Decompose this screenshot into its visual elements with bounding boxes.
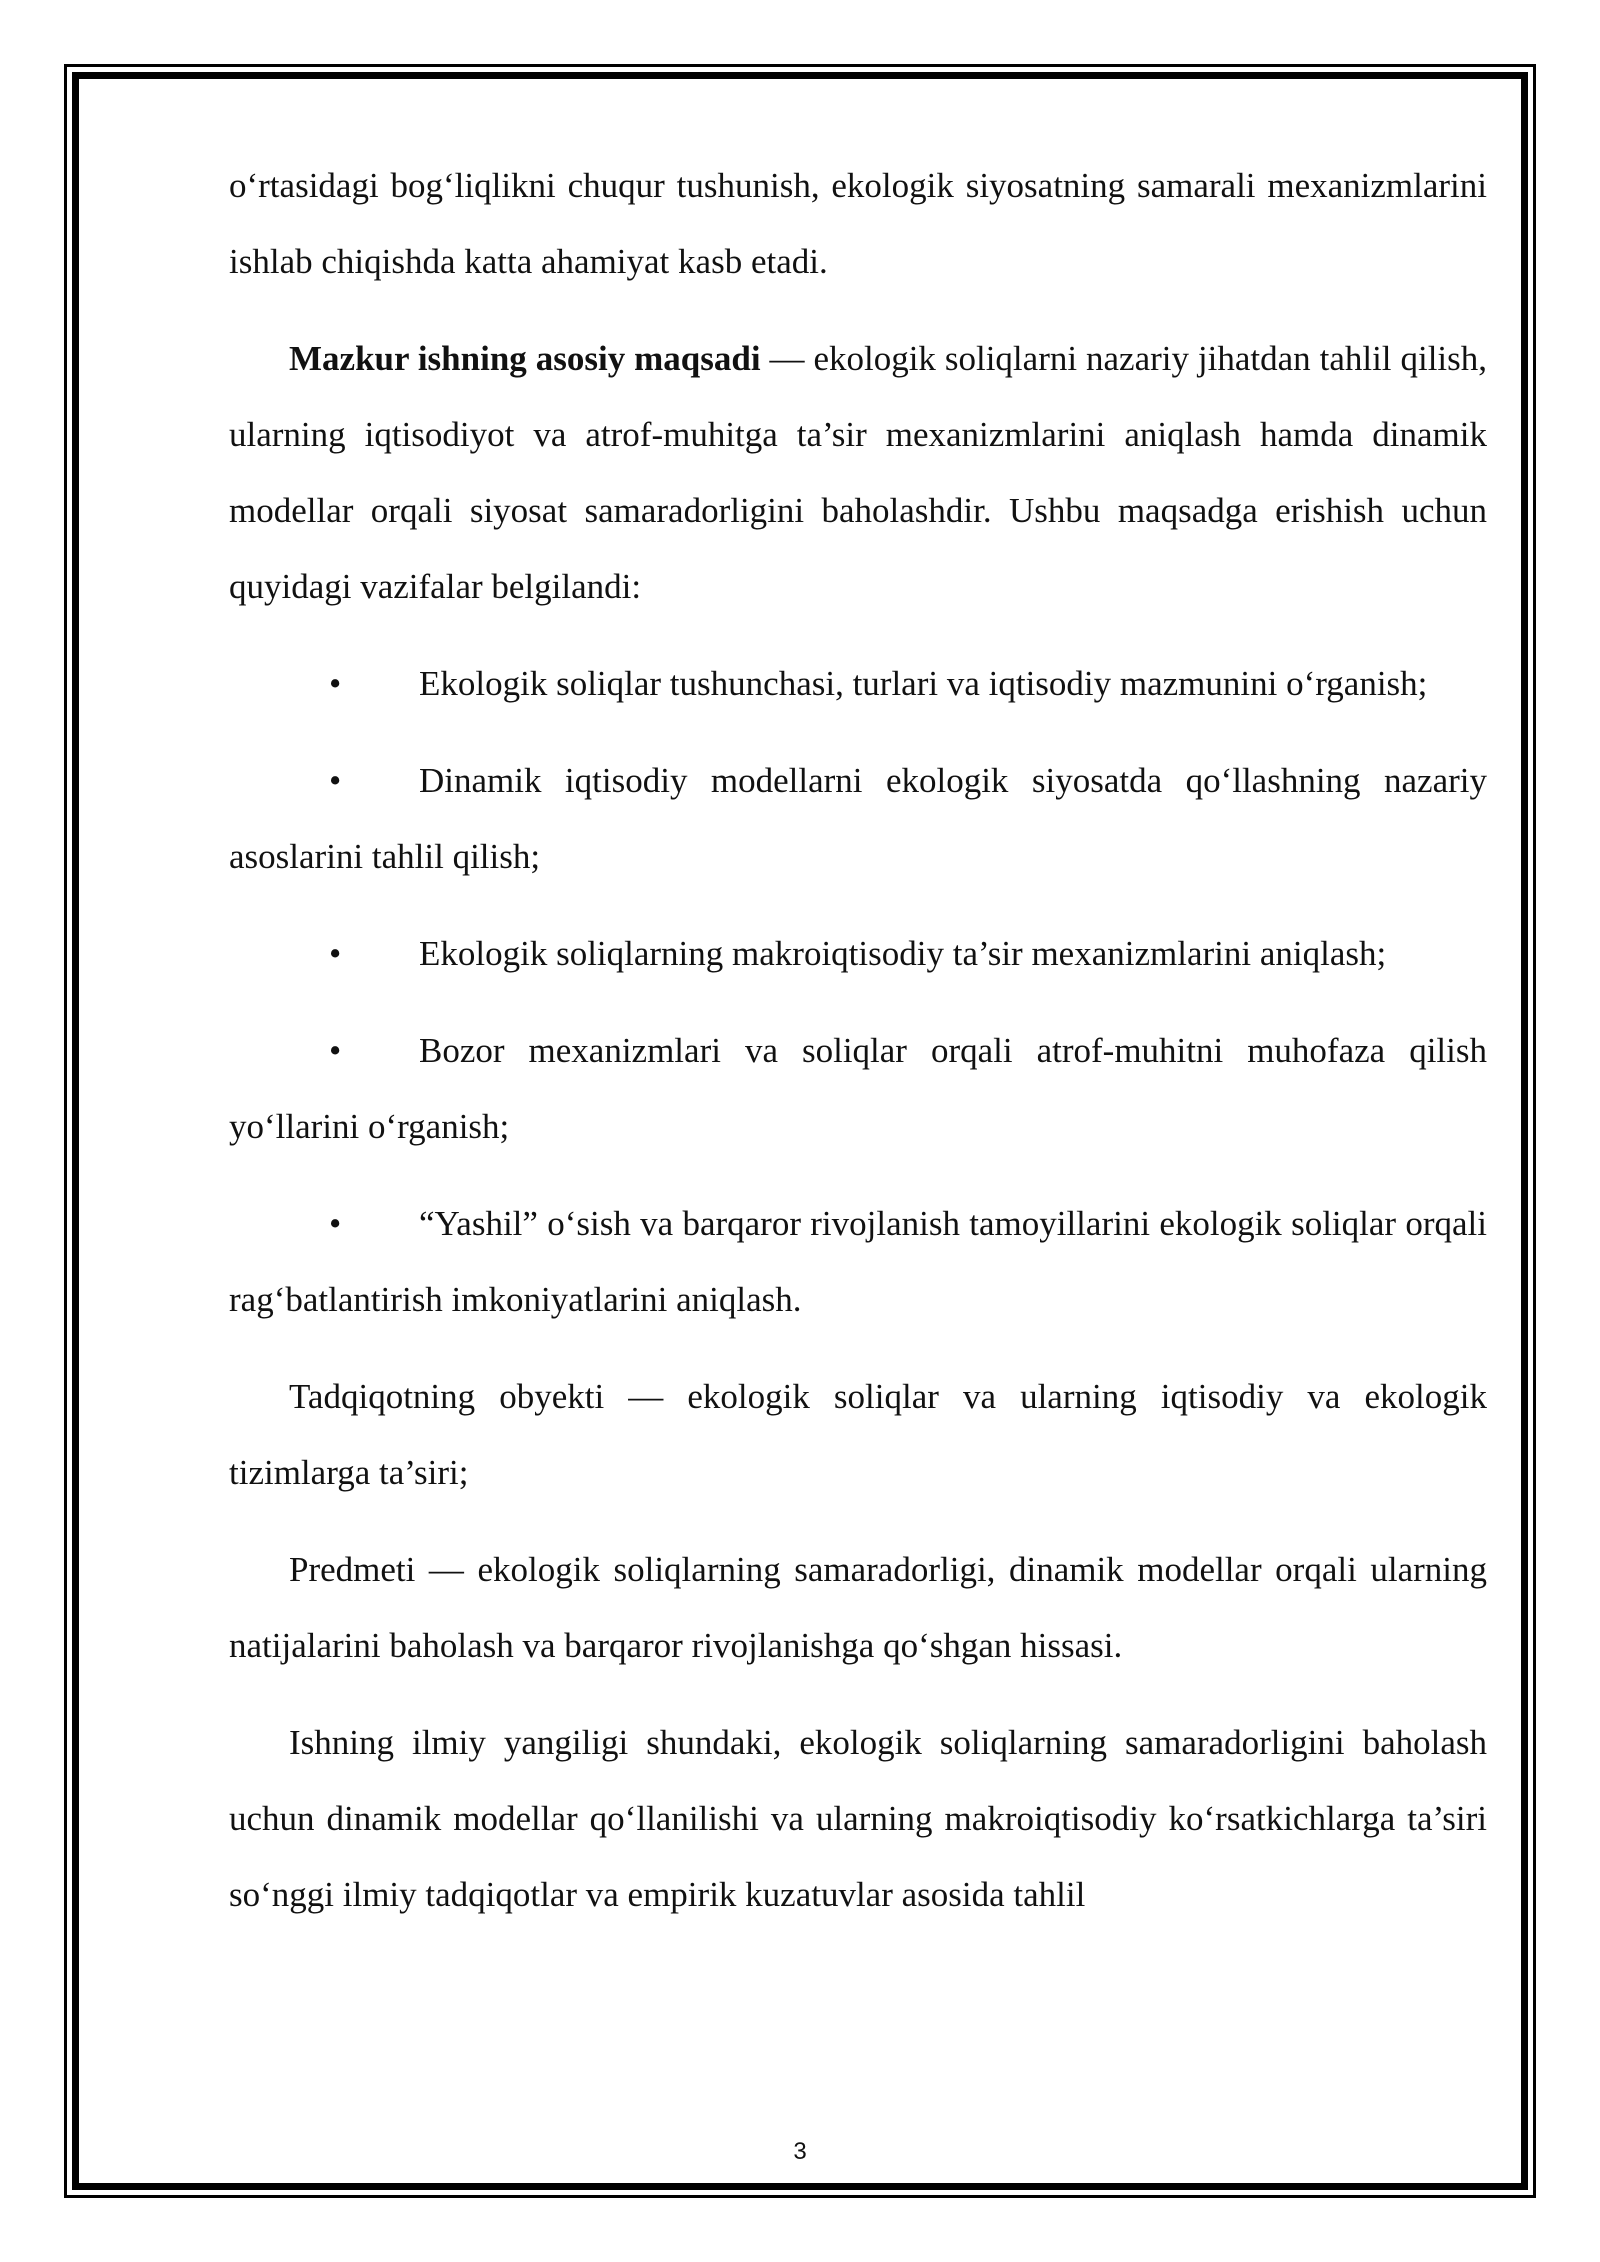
- aim-text: — ekologik soliqlarni nazariy jihatdan tahlil qilish, ularning iqtisodiyot va atrof-muhitga ta’sir mexanizmlarini aniqlash hamda dinamik modellar orqali siyosat samaradorligini baholashdir. Ushbu maqsadga erishish uchun quyidagi vazifalar belgilandi:: [229, 339, 1488, 606]
- task-item-4: [229, 1013, 1487, 1165]
- paragraph-research-subject: Predmeti — ekologik soliqlarning samaradorligi, dinamik modellar orqali ularning natijalarini baholash va barqaror rivojlanishga qo‘shgan hissasi.: [229, 1550, 1487, 1665]
- aim-heading: Mazkur ishning asosiy maqsadi: [289, 339, 761, 378]
- paragraph-research-object: Tadqiqotning obyekti — ekologik soliqlar va ularning iqtisodiy va ekologik tizimlarga ta’siri;: [229, 1377, 1487, 1492]
- task-text-4: Bozor mexanizmlari va soliqlar orqali atrof-muhitni muhofaza qilish yo‘llarini o‘rganish;: [229, 1031, 1487, 1146]
- task-text-5: “Yashil” o‘sish va barqaror rivojlanish tamoyillarini ekologik soliqlar orqali rag‘batlantirish imkoniyatlarini aniqlash.: [229, 1204, 1487, 1319]
- task-text-2: Dinamik iqtisodiy modellarni ekologik siyosatda qo‘llashning nazariy asoslarini tahlil qilish;: [229, 761, 1487, 876]
- task-item-3: [229, 916, 1487, 992]
- bullet-icon: •: [329, 664, 342, 703]
- page-number: 3: [793, 2138, 807, 2165]
- bullet-icon: •: [329, 1204, 342, 1243]
- bullet-icon: •: [329, 934, 342, 973]
- bullet-icon: •: [329, 1031, 342, 1070]
- task-text-1: Ekologik soliqlar tushunchasi, turlari va iqtisodiy mazmunini o‘rganish;: [419, 664, 1428, 703]
- task-item-2: [229, 743, 1487, 895]
- paragraph-aim: [229, 321, 1487, 625]
- task-text-3: Ekologik soliqlarning makroiqtisodiy ta’sir mexanizmlarini aniqlash;: [419, 934, 1387, 973]
- paragraph-intro-continuation: o‘rtasidagi bog‘liqlikni chuqur tushunish, ekologik siyosatning samarali mexanizmlarini ishlab chiqishda katta ahamiyat kasb etadi.: [229, 166, 1487, 281]
- bullet-icon: •: [329, 761, 342, 800]
- task-item-5: [229, 1186, 1487, 1338]
- paragraph-scientific-novelty: Ishning ilmiy yangiligi shundaki, ekologik soliqlarning samaradorligini baholash uchun dinamik modellar qo‘llanilishi va ularning makroiqtisodiy ko‘rsatkichlarga ta’siri so‘nggi ilmiy tadqiqotlar va empirik kuzatuvlar asosida tahlil: [229, 1723, 1487, 1914]
- document-body: [229, 148, 1487, 1933]
- task-item-1: [229, 646, 1487, 722]
